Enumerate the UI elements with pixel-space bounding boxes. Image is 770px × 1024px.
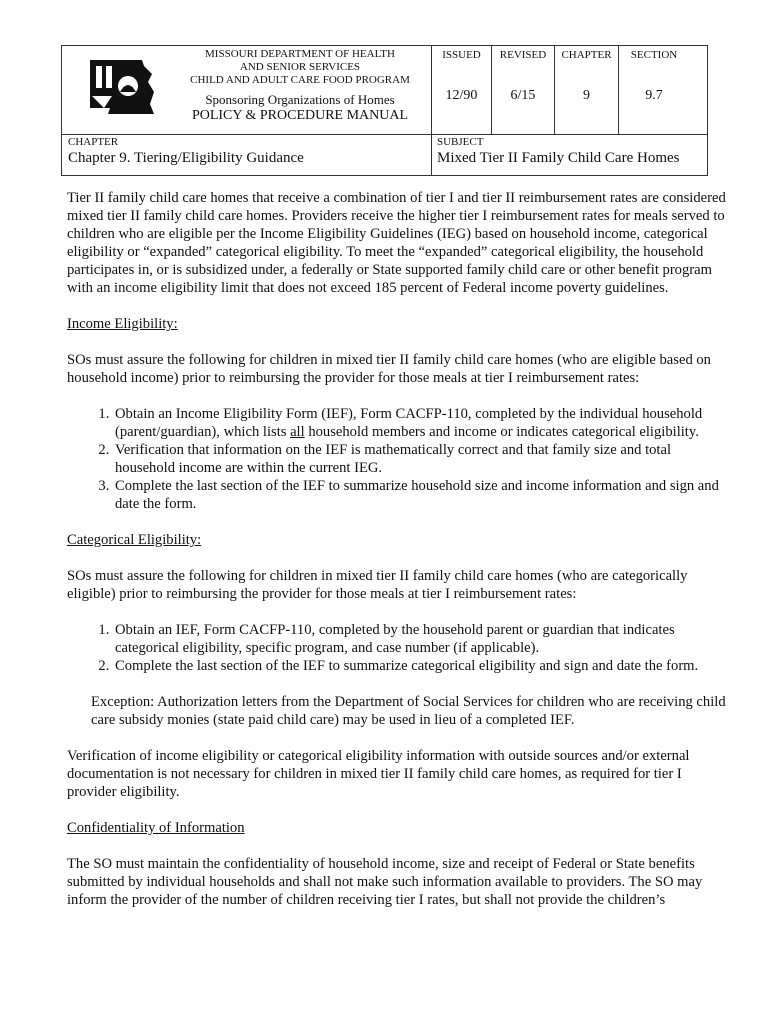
missouri-state-logo [82,52,162,122]
revised-value: 6/15 [510,88,536,103]
document-body [67,189,729,927]
issued-label: ISSUED [442,49,481,61]
income-eligibility-heading: Income Eligibility: [67,316,178,332]
sub-title: Sponsoring Organizations of Homes [205,92,395,107]
section-label: SECTION [630,49,678,61]
list-item: 1. Obtain an IEF, Form CACFP-110, completed by the household parent or guardian that indicates categorical eligibility, specific program, and case number (if applicable). [113,621,729,657]
confidentiality-heading: Confidentiality of Information [67,820,245,836]
confidentiality-paragraph: The SO must maintain the confidentiality of household income, size and receipt of Federal or State benefits submitted by individual households and shall not make such information available to providers. The SO may inform the provider of the number of children receiving tier I rates, but shall not provide the children’s [67,856,703,908]
verification-paragraph: Verification of income eligibility or categorical eligibility information with outside sources and/or external documentation is not necessary for children in mixed tier II family child care homes, as required for tier I provider eligibility. [67,748,690,800]
income-intro: SOs must assure the following for children in mixed tier II family child care homes (who are eligible based on household income) prior to reimbursing the provider for those meals at tier I reimbursement rates: [67,352,711,386]
revised-label: REVISED [499,49,547,61]
org-line-3: CHILD AND ADULT CARE FOOD PROGRAM [190,74,410,86]
categorical-eligibility-heading: Categorical Eligibility: [67,532,202,548]
list-item: 2. Complete the last section of the IEF to summarize categorical eligibility and sign and date the form. [113,657,729,675]
organization-block [170,48,430,124]
list-item: 1. Obtain an Income Eligibility Form (IEF), Form CACFP-110, completed by the individual household (parent/guardian), which lists all household members and income or indicates categorical eligibility. [113,405,729,441]
list-item: 2. Verification that information on the IEF is mathematically correct and that family size and total household income are within the current IEG. [113,441,729,477]
document-header [61,45,708,176]
income-list [67,405,729,513]
manual-title: POLICY & PROCEDURE MANUAL [191,108,409,123]
chapter-label: CHAPTER [561,49,612,61]
subject-title: Mixed Tier II Family Child Care Homes [437,150,680,166]
chapter-caption: CHAPTER [68,136,119,148]
categorical-list [67,621,729,675]
exception-paragraph: Exception: Authorization letters from the Department of Social Services for children who are receiving child care subsidy monies (state paid child care) may be used in lieu of a completed IEF. [91,694,726,728]
list-item: 3. Complete the last section of the IEF to summarize household size and income information and sign and date the form. [113,477,729,513]
intro-paragraph: Tier II family child care homes that receive a combination of tier I and tier II reimbursement rates are considered mixed tier II family child care homes. Providers receive the higher tier I reimbursement rates for meals served to children who are eligible per the Income Eligibility Guidelines (IEG) based on household income, categorical eligibility or “expanded” categorical eligibility. To meet the “expanded” categorical eligibility, the household participates in, or is subsidized under, a federally or State supported family child care or other benefit program with an income eligibility limit that does not exceed 185 percent of Federal income poverty guidelines. [67,190,726,296]
section-value: 9.7 [645,88,663,103]
categorical-intro: SOs must assure the following for children in mixed tier II family child care homes (who are categorically eligible) prior to reimbursing the provider for those meals at tier I reimbursement rates: [67,568,688,602]
org-line-2: AND SENIOR SERVICES [239,61,361,73]
chapter-title: Chapter 9. Tiering/Eligibility Guidance [68,150,304,166]
chapter-value: 9 [583,88,590,103]
org-line-1: MISSOURI DEPARTMENT OF HEALTH [205,48,395,60]
subject-caption: SUBJECT [437,136,484,148]
issued-value: 12/90 [445,88,478,103]
